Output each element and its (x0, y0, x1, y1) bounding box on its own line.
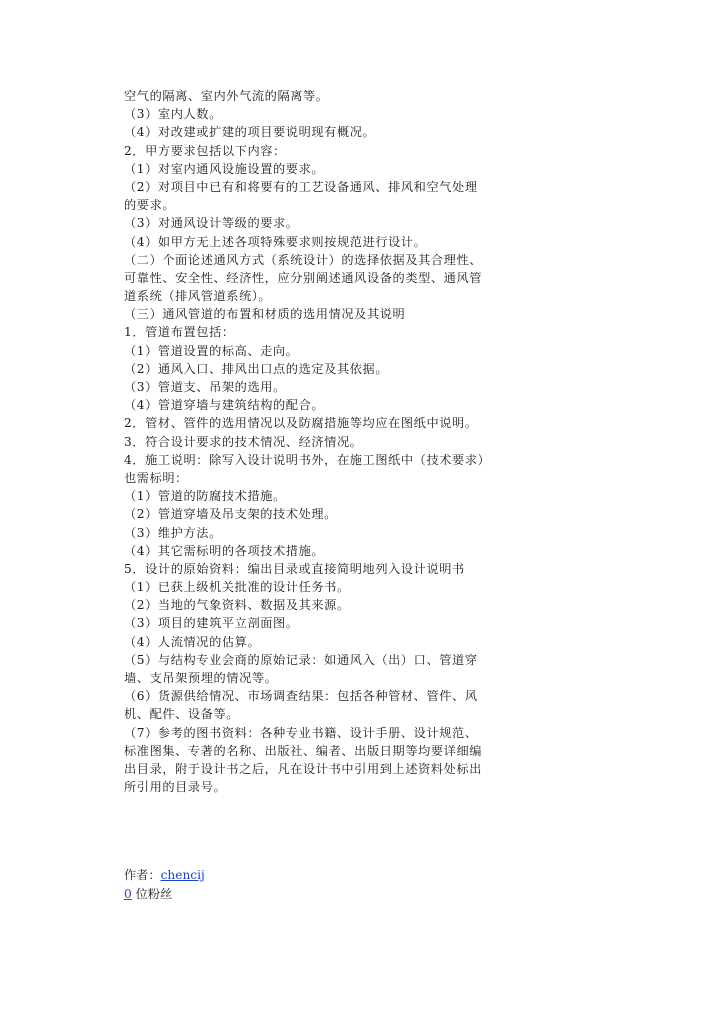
text-line: 道系统（排风管道系统）。 (124, 289, 272, 304)
text-line: （2）管道穿墙及吊支架的技术处理。 (124, 507, 337, 522)
text-line: （2）对项目中已有和将要有的工艺设备通风、排风和空气处理 (124, 179, 478, 194)
text-line: 可靠性、安全性、经济性，应分别阐述通风设备的类型、通风管 (124, 270, 483, 285)
author-name-link[interactable]: chencij (160, 868, 205, 882)
text-line: 的要求。 (124, 198, 176, 213)
text-line: 也需标明： (124, 470, 188, 485)
text-line: 空气的隔离、室内外气流的隔离等。 (124, 89, 329, 103)
author-line (124, 866, 205, 885)
fans-count-link[interactable]: 0 (124, 887, 132, 901)
text-line: （3）室内人数。 (124, 107, 222, 122)
text-line: 4．施工说明：除写入设计说明书外，在施工图纸中（技术要求） (124, 452, 491, 467)
text-line: （4）管道穿墙与建筑结构的配合。 (124, 398, 325, 413)
text-line: （2）当地的气象资料、数据及其来源。 (124, 598, 350, 613)
text-line: （7）参考的图书资料：各种专业书籍、设计手册、设计规范、 (124, 725, 478, 740)
text-line: （三）通风管道的布置和材质的选用情况及其说明 (124, 307, 406, 322)
text-line: （5）与结构专业会商的原始记录：如通风入（出）口、管道穿 (124, 652, 478, 667)
text-line: （4）对改建或扩建的项目要说明现有概况。 (124, 125, 376, 140)
text-line: 墙、支吊架预埋的情况等。 (124, 671, 278, 685)
text-line: （3）管道支、吊架的选用。 (124, 380, 286, 394)
text-line: （3）项目的建筑平立剖面图。 (124, 616, 299, 631)
fans-label: 位粉丝 (135, 887, 173, 901)
text-line: （6）货源供给情况、市场调查结果：包括各种管材、管件、风 (124, 689, 478, 704)
text-line: （2）通风入口、排风出口点的选定及其依据。 (124, 361, 389, 376)
author-footer (124, 866, 205, 904)
text-line: （3）对通风设计等级的要求。 (124, 216, 299, 231)
document-body (124, 87, 504, 796)
text-line: 机、配件、设备等。 (124, 707, 240, 722)
text-line: 2．管材、管件的选用情况以及防腐措施等均应在图纸中说明。 (124, 416, 478, 431)
text-line: （3）维护方法。 (124, 525, 222, 540)
text-line: 3．符合设计要求的技术情况、经济情况。 (124, 434, 363, 449)
text-line: （1）管道设置的标高、走向。 (124, 343, 299, 358)
text-line: （4）其它需标明的各项技术措施。 (124, 543, 325, 558)
text-line: （1）管道的防腐技术措施。 (124, 489, 286, 504)
text-line: （二）个面论述通风方式（系统设计）的选择依据及其合理性、 (124, 252, 483, 267)
text-line: （4）如甲方无上述各项特殊要求则按规范进行设计。 (124, 234, 427, 249)
text-line: 5．设计的原始资料：编出目录或直接简明地列入设计说明书 (124, 561, 465, 576)
text-line: 出目录，附于设计书之后，凡在设计书中引用到上述资料处标出 (124, 761, 483, 776)
text-line: （1）对室内通风设施设置的要求。 (124, 161, 325, 176)
text-line: 所引用的目录号。 (124, 780, 227, 795)
text-line: 2．甲方要求包括以下内容： (124, 143, 286, 158)
text-line: （4）人流情况的估算。 (124, 634, 261, 649)
text-line: （1）已获上级机关批准的设计任务书。 (124, 580, 350, 595)
text-line: 1．管道布置包括： (124, 325, 235, 340)
text-line: 标准图集、专著的名称、出版社、编者、出版日期等均要详细编 (124, 743, 483, 758)
fans-line (124, 885, 205, 904)
author-label: 作者： (124, 868, 161, 882)
